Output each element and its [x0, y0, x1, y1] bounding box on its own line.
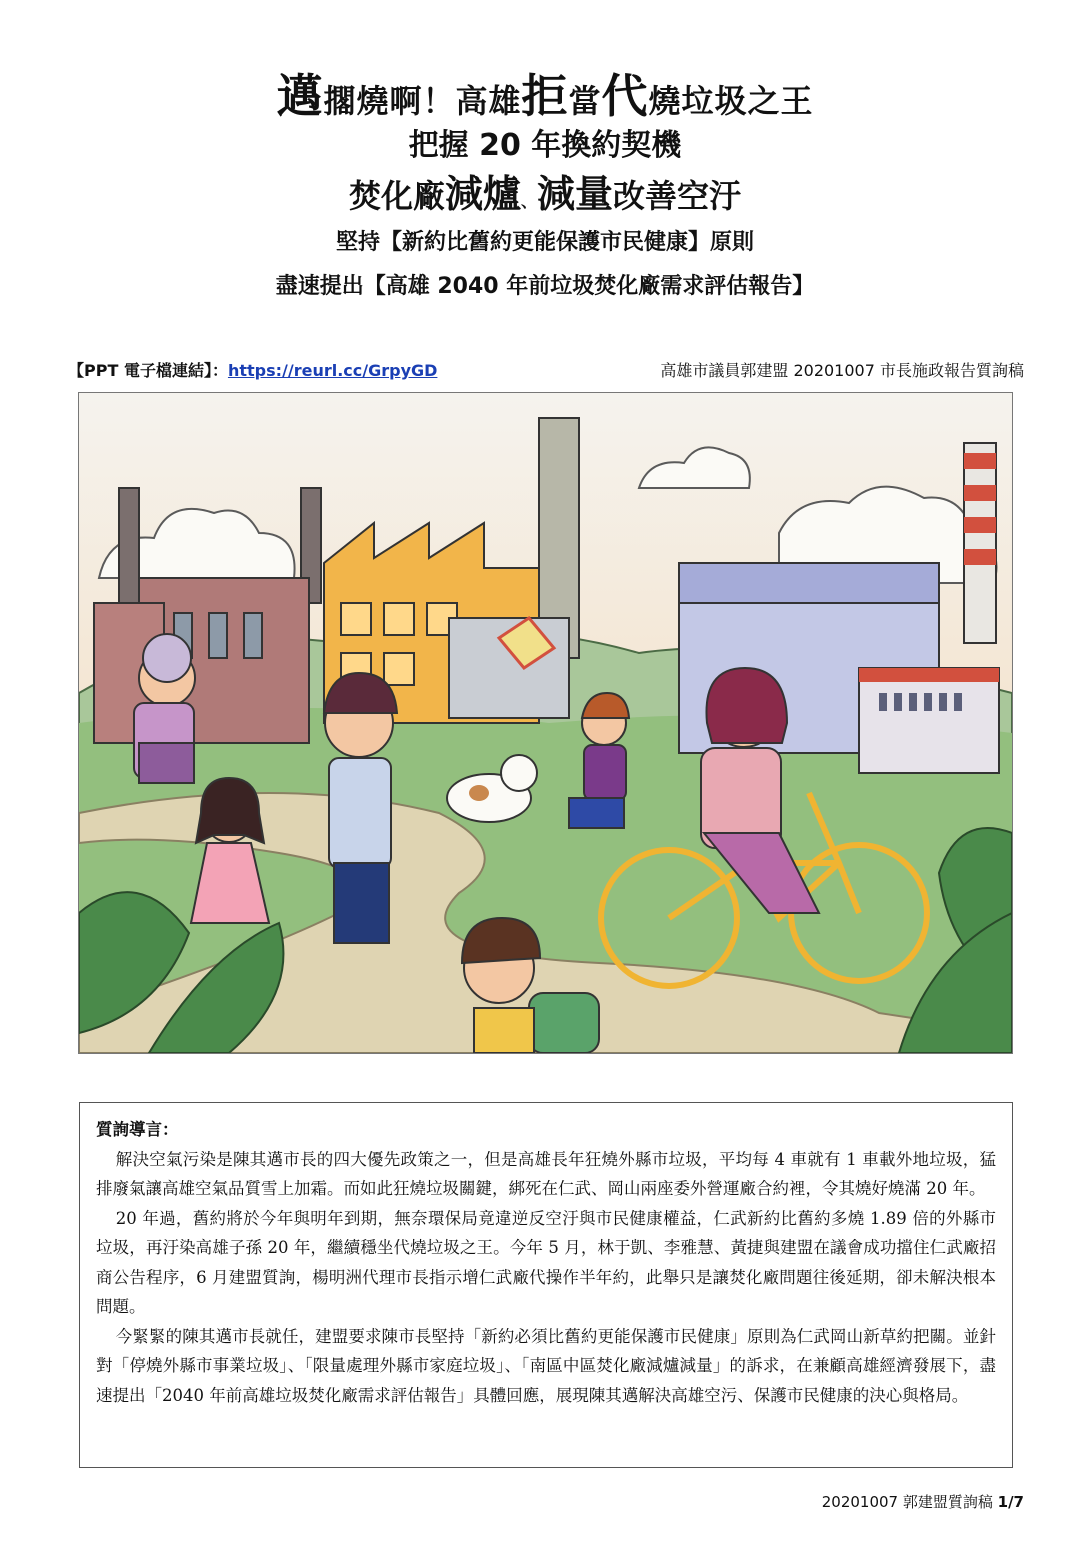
ppt-label: 【PPT 電子檔連結】： — [68, 361, 228, 380]
title-separator: 、 — [520, 192, 537, 211]
title-segment: 當 — [568, 82, 602, 120]
title-segment: 燒垃圾之王 — [648, 82, 814, 120]
title-segment: 擱燒啊！高雄 — [323, 82, 522, 120]
page-footer — [822, 1491, 1024, 1512]
title-segment: 減爐 — [444, 172, 521, 216]
intro-box — [79, 1102, 1013, 1468]
title-segment: 減量 — [537, 172, 614, 216]
intro-heading: 質詢導言： — [96, 1120, 179, 1139]
main-title — [0, 60, 1090, 126]
title-segment: 焚化廠 — [348, 177, 445, 215]
title-char-dai: 代 — [601, 69, 649, 123]
byline: 高雄市議員郭建盟 20201007 市長施政報告質詢稿 — [660, 361, 1024, 380]
illustration-svg — [79, 393, 1012, 1053]
principle-heading: 堅持【新約比舊約更能保護市民健康】原則 — [335, 230, 754, 255]
report-heading: 盡速提出【高雄 2040 年前垃圾焚化廠需求評估報告】 — [275, 274, 815, 299]
title-char-ju: 拒 — [521, 69, 569, 123]
grandma-figure — [134, 634, 195, 783]
subtitle-incinerator — [0, 163, 1090, 218]
intro-paragraph-2: 20 年過，舊約將於今年與明年到期，無奈環保局竟違逆反空汙與市民健康權益，仁武新約比舊約多燒 1.89 倍的外縣市垃圾，再汙染高雄子孫 20 年，繼續穩坐代燒垃圾之王。今年 5 月，林于凱、李雅慧、黃捷與建盟在議會成功擋住仁武廠招商公告程序，6 月建盟質詢，楊明洲代理市長指示增仁武廠代操作半年約，此舉只是讓焚化廠問題往後延期，卻未解決根本問題。 — [96, 1208, 996, 1316]
title-segment: 改善空汙 — [613, 177, 742, 215]
ppt-link-row — [68, 358, 437, 381]
intro-paragraph-1: 解決空氣污染是陳其邁市長的四大優先政策之一，但是高雄長年狂燒外縣市垃圾，平均每 4 車就有 1 車載外地垃圾，猛排廢氣讓高雄空氣品質雪上加霜。而如此狂燒垃圾關鍵，綁死在仁武、岡山兩座委外營運廠合約裡，令其燒好燒滿 20 年。 — [96, 1149, 996, 1198]
title-char-mai: 邁 — [276, 69, 324, 123]
striped-chimney — [964, 443, 996, 643]
subtitle-contract: 把握 20 年換約契機 — [408, 128, 682, 163]
dad-figure — [324, 673, 397, 943]
cartoon-illustration — [78, 392, 1013, 1054]
ppt-link[interactable]: https://reurl.cc/GrpyGD — [227, 361, 438, 380]
footer-text: 20201007 郭建盟質詢稿 — [821, 1493, 998, 1511]
page-number: 1/7 — [997, 1493, 1024, 1511]
intro-paragraph-3: 今緊緊的陳其邁市長就任，建盟要求陳市長堅持「新約必須比舊約更能保護市民健康」原則為仁武岡山新草約把關。並針對「停燒外縣市事業垃圾」、「限量處理外縣市家庭垃圾」、「南區中區焚化廠減爐減量」的訴求，在兼顧高雄經濟發展下，盡速提出「2040 年前高雄垃圾焚化廠需求評估報告」具體回應，展現陳其邁解決高雄空污、保護市民健康的決心與格局。 — [96, 1326, 996, 1405]
